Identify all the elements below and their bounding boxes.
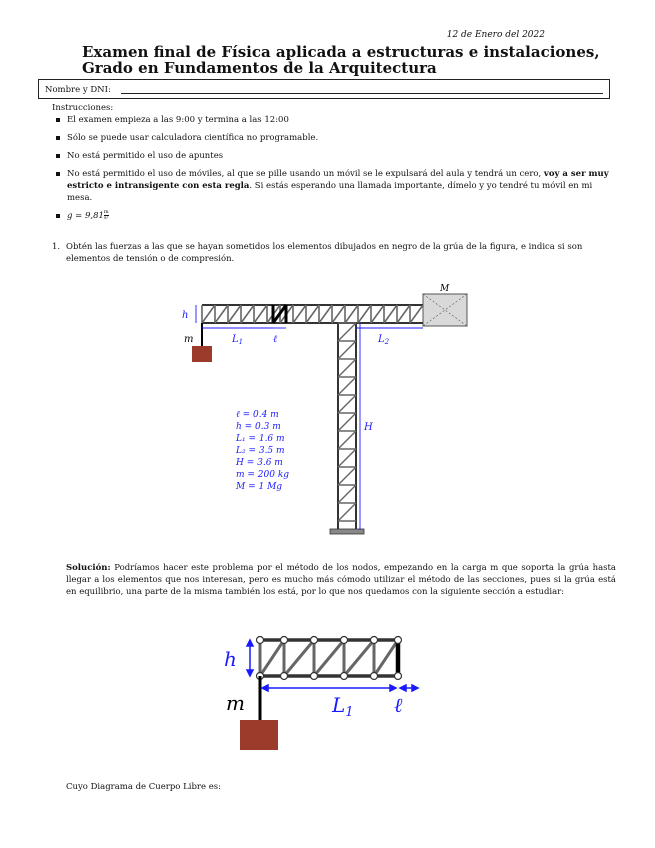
tower-diagonal bbox=[338, 341, 356, 359]
jib-diagonal bbox=[410, 305, 423, 323]
load-mass bbox=[192, 346, 212, 362]
section-label-l: ℓ bbox=[394, 693, 403, 717]
jib-diagonal bbox=[358, 305, 371, 323]
question-text: Obtén las fuerzas a las que se hayan sometidos los elementos dibujados en negro de la grúa de la figura, e indica si son elementos de tensión o de compresión. bbox=[66, 242, 583, 264]
tower-diagonal bbox=[338, 413, 356, 431]
section-label-L1: $L_1$ bbox=[332, 693, 354, 720]
gravity-value: g = 9,81 bbox=[67, 211, 104, 221]
tower-diagonal bbox=[338, 467, 356, 485]
exam-date: 12 de Enero del 2022 bbox=[446, 30, 545, 40]
instruction-item bbox=[56, 210, 616, 222]
label-L1: $L_1$ bbox=[232, 334, 244, 346]
truss-node bbox=[311, 673, 318, 680]
solution-label: Solución: bbox=[66, 563, 111, 573]
label-H: H bbox=[364, 422, 373, 433]
truss-node bbox=[395, 673, 402, 680]
bullet-icon bbox=[56, 214, 60, 218]
jib-diagonal bbox=[254, 305, 267, 323]
gravity-unit: $\frac{m}{\text{s²}}$ bbox=[103, 209, 109, 221]
tower-diagonal bbox=[338, 449, 356, 467]
value-H: H = 3.6 m bbox=[236, 458, 283, 468]
truss-node bbox=[341, 637, 348, 644]
bullet-icon bbox=[56, 136, 60, 140]
instruction-item bbox=[56, 132, 616, 144]
section-diagonal bbox=[284, 640, 314, 676]
title-line-2: Grado en Fundamentos de la Arquitectura bbox=[82, 59, 437, 77]
section-label-h: h bbox=[224, 647, 237, 671]
title-line-1: Examen final de Física aplicada a estructuras e instalaciones, bbox=[82, 43, 600, 61]
jib-diagonal bbox=[306, 305, 319, 323]
truss-node bbox=[311, 637, 318, 644]
value-m: m = 200 kg bbox=[236, 470, 290, 480]
counterweight-box bbox=[423, 294, 467, 326]
label-h: h bbox=[182, 310, 189, 321]
tower-diagonal bbox=[338, 503, 356, 521]
truss-node bbox=[341, 673, 348, 680]
jib-diagonal bbox=[384, 305, 397, 323]
fbd-caption: Cuyo Diagrama de Cuerpo Libre es: bbox=[66, 782, 221, 792]
section-diagonal bbox=[314, 640, 344, 676]
jib-diagonal bbox=[202, 305, 215, 323]
tower-diagonals bbox=[338, 323, 356, 521]
truss-node bbox=[371, 673, 378, 680]
bullet-icon bbox=[56, 172, 60, 176]
instruction-item bbox=[56, 168, 616, 204]
label-m: m bbox=[184, 334, 194, 345]
tower-diagonal bbox=[338, 395, 356, 413]
truss-node bbox=[281, 637, 288, 644]
instructions-heading: Instrucciones: bbox=[52, 103, 114, 113]
section-diagonal bbox=[344, 640, 374, 676]
name-dni-line bbox=[121, 93, 603, 94]
jib-diagonal bbox=[228, 305, 241, 323]
instruction-text: No está permitido el uso de apuntes bbox=[67, 151, 224, 161]
truss-node bbox=[281, 673, 288, 680]
value-L2: L₂ = 3.5 m bbox=[236, 446, 285, 456]
section-figure bbox=[222, 628, 422, 756]
label-l: ℓ bbox=[273, 334, 278, 345]
bullet-icon bbox=[56, 154, 60, 158]
instruction-bold: voy a ser muy estricto e intransigente con esta regla bbox=[67, 169, 609, 191]
question-number: 1. bbox=[52, 242, 61, 252]
truss-node bbox=[371, 637, 378, 644]
instruction-item bbox=[56, 150, 616, 162]
tower-diagonal bbox=[338, 323, 356, 341]
tower-diagonal bbox=[338, 377, 356, 395]
truss-node bbox=[257, 637, 264, 644]
exam-title bbox=[82, 44, 602, 76]
tower-truss bbox=[338, 323, 356, 530]
instruction-text: . Si estás esperando una llamada importante, dímelo y yo tendré tu móvil en mi mesa. bbox=[67, 181, 593, 203]
bullet-icon bbox=[56, 118, 60, 122]
jib-diagonal bbox=[293, 305, 306, 323]
tower-diagonal bbox=[338, 431, 356, 449]
tower-diagonal bbox=[338, 485, 356, 503]
value-M: M = 1 Mg bbox=[236, 482, 283, 492]
instruction-text: No está permitido el uso de móviles, al que se pille usando un móvil se le expulsará del aula y tendrá un cero, bbox=[67, 169, 542, 179]
section-diagonal bbox=[374, 640, 398, 676]
jib-diagonal bbox=[241, 305, 254, 323]
jib-diagonal bbox=[371, 305, 384, 323]
crane-figure bbox=[180, 280, 470, 540]
section-load-mass bbox=[240, 720, 278, 750]
jib-diagonal bbox=[319, 305, 332, 323]
instruction-text: Sólo se puede usar calculadora científica no programable. bbox=[67, 133, 319, 143]
jib-diagonal bbox=[345, 305, 358, 323]
name-dni-box bbox=[38, 79, 610, 99]
value-l: ℓ = 0.4 m bbox=[236, 410, 279, 420]
jib-diagonal bbox=[397, 305, 410, 323]
label-M: M bbox=[440, 284, 450, 294]
section-label-m: m bbox=[226, 691, 245, 715]
value-L1: L₁ = 1.6 m bbox=[236, 434, 285, 444]
instruction-text: El examen empieza a las 9:00 y termina a las 12:00 bbox=[67, 115, 289, 125]
tower-base bbox=[330, 529, 364, 534]
solution-paragraph bbox=[66, 562, 616, 598]
values-list bbox=[235, 410, 289, 492]
tower-diagonal bbox=[338, 359, 356, 377]
question-1 bbox=[52, 241, 617, 265]
jib-diagonals bbox=[202, 305, 423, 323]
solution-text: Podríamos hacer este problema por el método de los nodos, empezando en la carga m que soporta la grúa hasta llegar a los elementos que nos interesan, pero es mucho más cómodo utilizar el método de las secciones, pues si la grúa está en equilibrio, una parte de la misma también los está, por lo que nos quedamos con la siguiente sección a estudiar: bbox=[66, 563, 616, 597]
section-diagonals bbox=[260, 640, 398, 676]
name-dni-label: Nombre y DNI: bbox=[45, 85, 111, 95]
instructions-list bbox=[56, 114, 616, 228]
jib-diagonal bbox=[215, 305, 228, 323]
jib-diagonal bbox=[332, 305, 345, 323]
instruction-item bbox=[56, 114, 616, 126]
value-h: h = 0.3 m bbox=[236, 422, 281, 432]
truss-node bbox=[395, 637, 402, 644]
section-diagonal bbox=[260, 640, 284, 676]
label-L2: $L_2$ bbox=[378, 334, 390, 346]
